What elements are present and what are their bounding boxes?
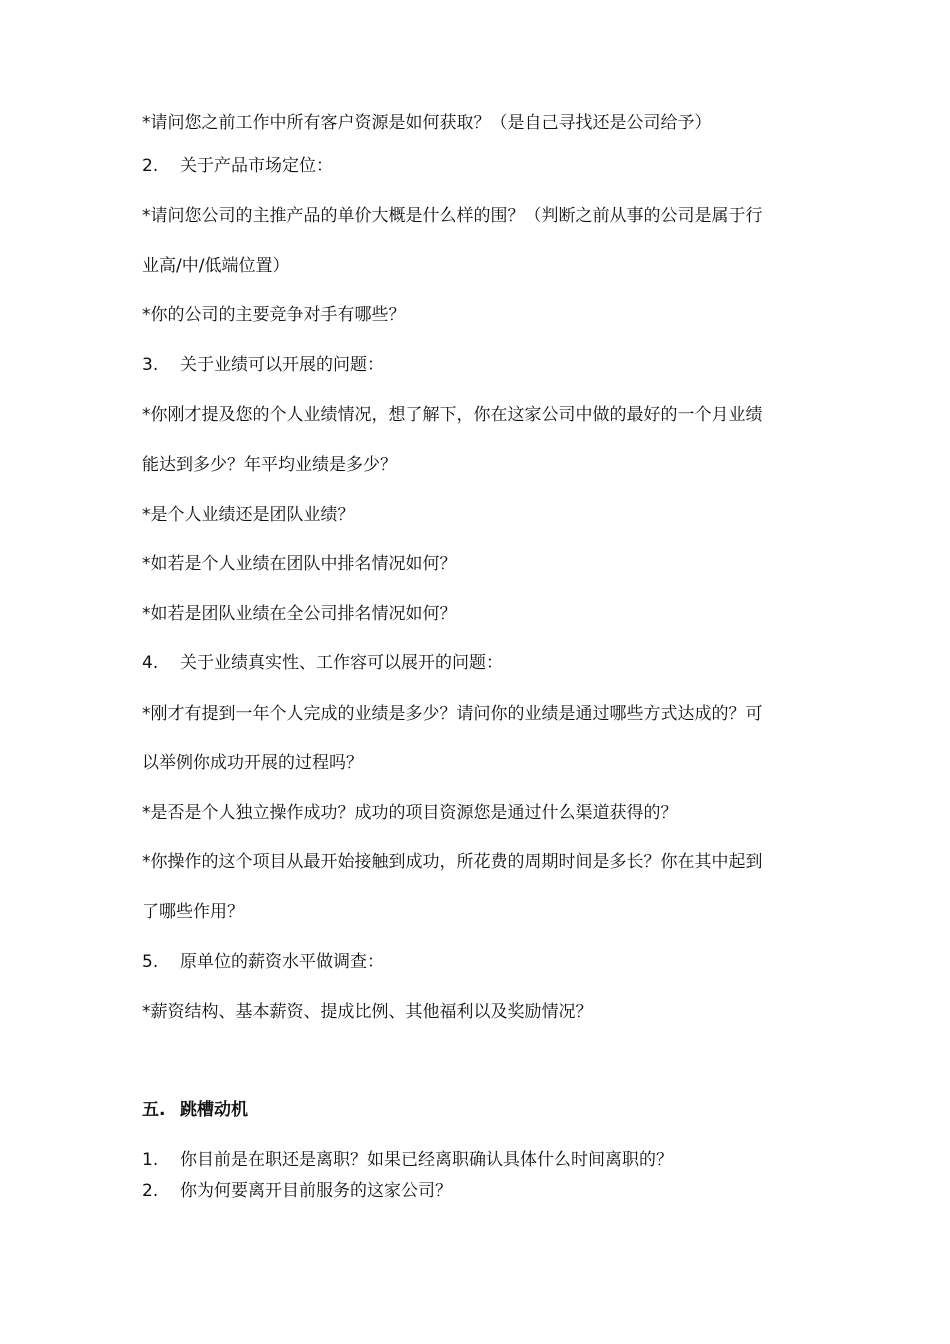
- question-line: *请问您之前工作中所有客户资源是如何获取？（是自己寻找还是公司给予）: [142, 113, 712, 133]
- question-line: *你刚才提及您的个人业绩情况，想了解下，你在这家公司中做的最好的一个月业绩: [142, 405, 763, 425]
- section-heading: [142, 1099, 248, 1121]
- section-item-text: 你目前是在职还是离职？如果已经离职确认具体什么时间离职的？: [180, 1150, 673, 1170]
- section-item-number: 2.: [142, 1181, 159, 1201]
- question-line-continued: 能达到多少？年平均业绩是多少？: [142, 455, 397, 475]
- question-line: *刚才有提到一年个人完成的业绩是多少？请问你的业绩是通过哪些方式达成的？可: [142, 704, 763, 724]
- item-heading: 关于业绩可以开展的问题：: [180, 355, 384, 375]
- item-heading: 关于产品市场定位：: [180, 156, 333, 176]
- section-title: 跳槽动机: [180, 1100, 248, 1120]
- question-line-continued: 了哪些作用？: [142, 902, 244, 922]
- question-line: *薪资结构、基本薪资、提成比例、其他福利以及奖励情况？: [142, 1002, 593, 1022]
- question-line-continued: 以举例你成功开展的过程吗？: [142, 753, 363, 773]
- item-number: 4.: [142, 653, 159, 673]
- section-number: 五.: [142, 1100, 166, 1120]
- item-heading: 原单位的薪资水平做调查：: [180, 952, 384, 972]
- question-line: *你的公司的主要竞争对手有哪些？: [142, 305, 406, 325]
- question-line: *如若是团队业绩在全公司排名情况如何？: [142, 604, 457, 624]
- question-line-continued: 业高/中/低端位置）: [142, 256, 290, 276]
- question-line: *如若是个人业绩在团队中排名情况如何？: [142, 554, 457, 574]
- item-heading: 关于业绩真实性、工作容可以展开的问题：: [180, 653, 503, 673]
- section-item-text: 你为何要离开目前服务的这家公司？: [180, 1181, 452, 1201]
- section-item-number: 1.: [142, 1150, 159, 1170]
- question-line: *是个人业绩还是团队业绩？: [142, 505, 355, 525]
- item-number: 2.: [142, 156, 159, 176]
- item-number: 3.: [142, 355, 159, 375]
- item-number: 5.: [142, 952, 159, 972]
- question-line: *请问您公司的主推产品的单价大概是什么样的围？（判断之前从事的公司是属于行: [142, 206, 763, 226]
- question-line: *是否是个人独立操作成功？成功的项目资源您是通过什么渠道获得的？: [142, 803, 678, 823]
- question-line: *你操作的这个项目从最开始接触到成功，所花费的周期时间是多长？你在其中起到: [142, 852, 763, 872]
